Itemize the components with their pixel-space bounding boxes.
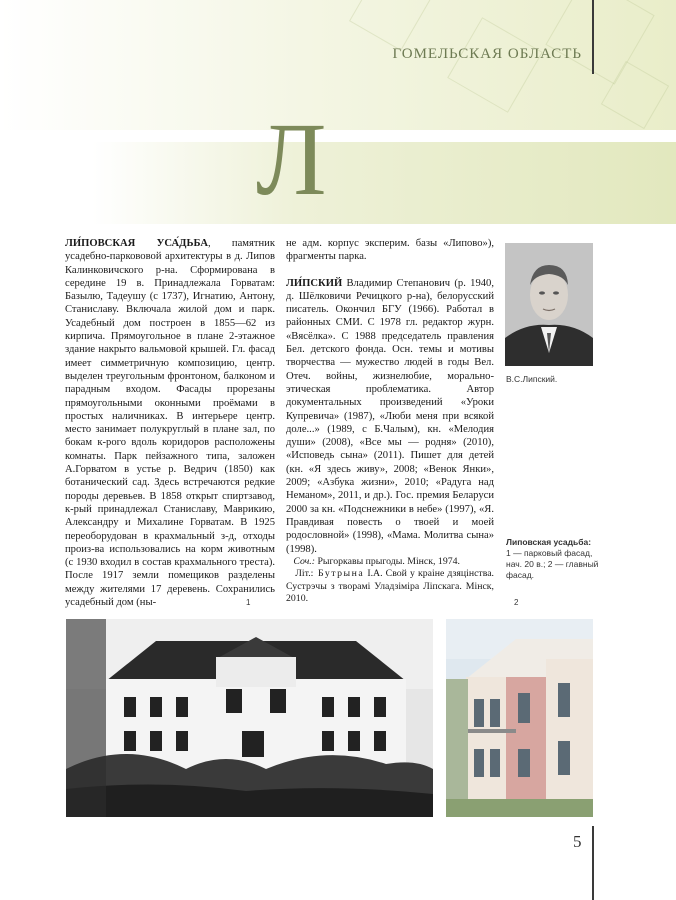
vertical-rule-top (592, 0, 594, 74)
portrait-caption: В.С.Липский. (506, 374, 558, 384)
literature-author: Бутрына (313, 568, 365, 580)
article-body: Владимир Степанович (р. 1940, д. Шёлковичи Речицкого р-на), белорусский писатель. Окончил БГУ (1966). Работал в районных СМИ. С 1978 гл. редактор журн. «Вясёлка». С 1988 председатель правления Бел. детского фонда. Осн. темы и мотивы творчества — мужество людей в годы Вел. Отеч. войны, жизнелюбие, морально-этическая проблематика. Автор документальных произведений «Уроки Купревича» (1987), «Люби меня при всякой доле...» (1989, с Б.Чалым), кн. «Мелодия души» (2008), «Все мы — родня» (2010), «Исповедь сына» (2011). Пишет для детей (кн. «Я здесь живу», 2008; «Венок Янки», 2009; «Азбука жизни», 2010; «Радуга над Неманом», 2011, и др.). Гос. премия Беларуси 2000 за кн. «Подснежники в небе» (1997), «Я. Правдивая повесть о твоей и моей родословной» (1998), «Мама. Молитва сына» (1998). (286, 277, 494, 555)
photo-caption-title: Липовская усадьба: (506, 537, 592, 547)
letter-band (92, 142, 676, 224)
figure-number-2: 2 (514, 598, 519, 607)
portrait-image (505, 243, 593, 366)
article-body: , памятник усадебно-паркововой архитектуры в д. Липов Калинковичского р-на. Сформирована в середине 19 в. Принадлежала Горватам: Базылю, Тадеушу (с 1737), Игнатию, Антону, Станиславу. Включала жилой дом и парк. Усадебный дом построен в 1855—62 из кирпича. Прямоугольное в плане 2-этажное здание накрыто вальмовой крышей. Гл. фасад имеет симметричную композицию, центр. выделен треугольным фронтоном, балконом и парадным входом. Фасады прорезаны прямоугольными оконными проёмами в простых наличниках. В интерьере центр. место занимает полукруглый в плане зал, по бокам к-рого вдоль коридоров расположены комнаты. Парк пейзажного типа, заложен А.Горватом в устье р. Ведрич (1850) как ботанический сад. Здесь встречаются редкие породы деревьев. В 1858 открыт спиртзавод, к-рый принадлежал Станиславу, Маврикию, Александру и Михалине Горватам. В 1925 переоборудован в крахмальный з-д, отходы произ-ва использовались на корм животным (с 1930 входил в состав крахмального треста). После 1917 земли помещиков разделены между жителями 17 деревень. Сохранились усадебный дом (ны- (65, 238, 275, 609)
figure-number-1: 1 (246, 598, 251, 607)
section-letter: Л (256, 102, 327, 217)
header-band (0, 0, 676, 130)
works-label: Соч.: (293, 555, 315, 567)
decor-hex-pattern (349, 0, 431, 51)
decor-hex-pattern (447, 17, 543, 113)
photo-main-facade (446, 619, 593, 817)
article-headword: ЛИ́ПОВСКАЯ УСА́ДЬБА (65, 238, 208, 249)
page-number: 5 (573, 832, 582, 851)
region-title: ГОМЕЛЬСКАЯ ОБЛАСТЬ (392, 46, 582, 62)
manor-color-photo (446, 619, 593, 817)
article-lipskiy (286, 277, 494, 556)
photo-caption (506, 537, 600, 581)
works-text: Рыгоркавы прыгоды. Мінск, 1974. (315, 555, 460, 567)
portrait-photo (505, 243, 593, 366)
photo-caption-text: 1 — парковый фасад, нач. 20 в.; 2 — главный фасад. (506, 548, 599, 580)
vertical-rule-bottom (592, 826, 594, 900)
text-column-2 (286, 237, 494, 606)
text-column-1 (65, 237, 275, 609)
photo-park-facade (66, 619, 433, 817)
article-literature (286, 568, 494, 606)
article-continuation: не адм. корпус эксперим. базы «Липово»), фрагменты парка. (286, 238, 494, 263)
literature-text: І.А. Свой у краіне дзяцінства. Сустрэчы з творамі Уладзіміра Ліпскага. Мінск, 2010. (286, 568, 495, 605)
article-headword: ЛИ́ПСКИЙ (286, 277, 343, 289)
article-lipovskaya-usadba (65, 237, 275, 609)
manor-archive-photo (66, 619, 433, 817)
article-works (286, 556, 494, 569)
literature-label: Літ.: (295, 568, 314, 580)
